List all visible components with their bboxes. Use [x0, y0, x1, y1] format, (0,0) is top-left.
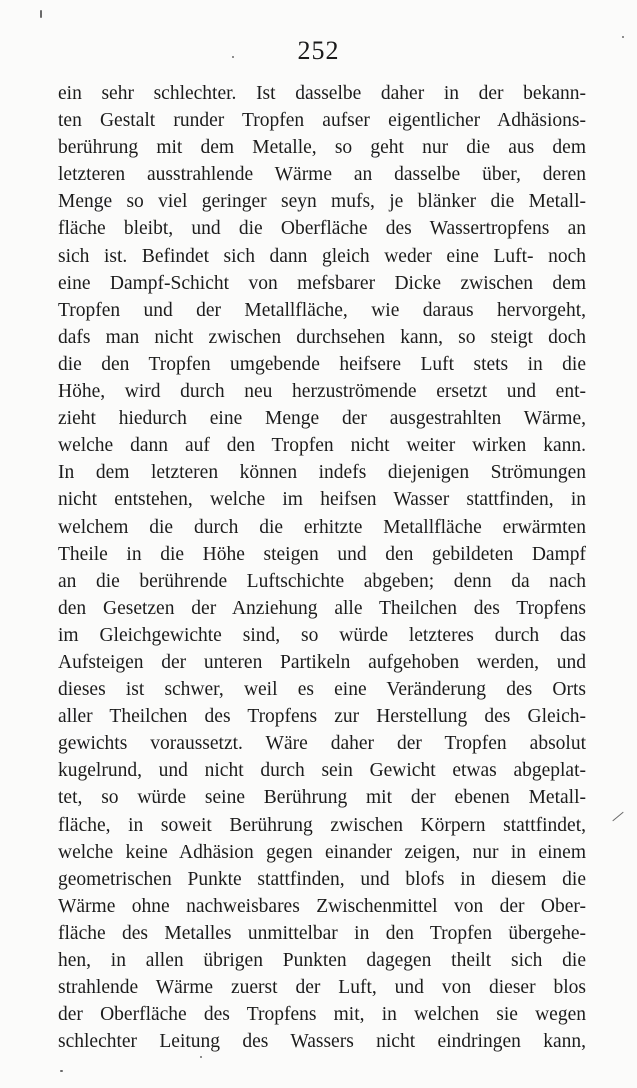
text-line: an die berührende Luftschichte abgeben; denn da nach	[58, 570, 586, 592]
scan-speck	[612, 812, 623, 822]
scan-speck	[200, 1056, 202, 1058]
text-line: schlechter Leitung des Wassers nicht eindringen kann,	[58, 1031, 586, 1053]
text-line: In dem letzteren können indefs diejenigen Strömungen	[58, 462, 586, 484]
text-line: Aufsteigen der unteren Partikeln aufgehoben werden, und	[58, 651, 586, 673]
text-line: aller Theilchen des Tropfens zur Herstellung des Gleich-	[58, 706, 586, 728]
text-line: sich ist. Befindet sich dann gleich weder eine Luft- noch	[58, 245, 586, 267]
text-line: zieht hiedurch eine Menge der ausgestrahlten Wärme,	[58, 408, 586, 430]
text-line: welchem die durch die erhitzte Metallfläche erwärmten	[58, 516, 586, 538]
text-line: Tropfen und der Metallfläche, wie daraus hervorgeht,	[58, 299, 586, 321]
text-line: hen, in allen übrigen Punkten dagegen theilt sich die	[58, 950, 586, 971]
text-line: dafs man nicht zwischen durchsehen kann, so steigt doch	[58, 326, 586, 348]
text-line: fläche, in soweit Berührung zwischen Körpern stattfindet,	[58, 814, 586, 836]
text-line: tet, so würde seine Berührung mit der ebenen Metall-	[58, 787, 586, 809]
text-line: Menge so viel geringer seyn mufs, je blänker die Metall-	[58, 191, 586, 213]
scan-speck	[40, 10, 42, 18]
text-line: Theile in die Höhe steigen und den gebildeten Dampf	[58, 543, 586, 565]
text-line: der Oberfläche des Tropfens mit, in welchen sie wegen	[58, 1004, 586, 1026]
text-line: letzteren ausstrahlende Wärme an dasselbe über, deren	[58, 164, 586, 186]
text-line: die den Tropfen umgebende heifsere Luft stets in die	[58, 353, 586, 375]
scan-speck	[622, 36, 624, 38]
text-line: fläche des Metalles unmittelbar in den Tropfen übergehe-	[58, 922, 586, 944]
text-line: berührung mit dem Metalle, so geht nur die aus dem	[58, 137, 586, 159]
text-line: strahlende Wärme zuerst der Luft, und von dieser blos	[58, 977, 586, 999]
text-line: fläche bleibt, und die Oberfläche des Wassertropfens an	[58, 218, 586, 240]
text-line: ein sehr schlechter. Ist dasselbe daher in der bekann-	[58, 83, 586, 104]
page-number: 252	[297, 36, 340, 65]
text-line: Höhe, wird durch neu herzuströmende ersetzt und ent-	[58, 381, 586, 403]
scan-speck	[232, 56, 234, 58]
text-line: den Gesetzen der Anziehung alle Theilchen des Tropfens	[58, 597, 586, 619]
text-line: Wärme ohne nachweisbares Zwischenmittel von der Ober-	[58, 895, 586, 917]
text-line: eine Dampf-Schicht von mefsbarer Dicke zwischen dem	[58, 272, 586, 294]
text-line: welche dann auf den Tropfen nicht weiter wirken kann.	[58, 435, 586, 457]
text-line: im Gleichgewichte sind, so würde letzteres durch das	[58, 624, 586, 646]
text-line: kugelrund, und nicht durch sein Gewicht etwas abgeplat-	[58, 760, 586, 782]
body-text	[58, 80, 586, 1055]
text-line: welche keine Adhäsion gegen einander zeigen, nur in einem	[58, 841, 586, 863]
text-line: geometrischen Punkte stattfinden, und blofs in diesem die	[58, 868, 586, 890]
text-line: gewichts voraussetzt. Wäre daher der Tropfen absolut	[58, 733, 586, 755]
text-line: ten Gestalt runder Tropfen aufser eigentlicher Adhäsions-	[58, 110, 586, 132]
text-line: nicht entstehen, welche im heifsen Wasser stattfinden, in	[58, 489, 586, 511]
text-line: dieses ist schwer, weil es eine Veränderung des Orts	[58, 679, 586, 701]
scan-speck	[60, 1070, 63, 1072]
